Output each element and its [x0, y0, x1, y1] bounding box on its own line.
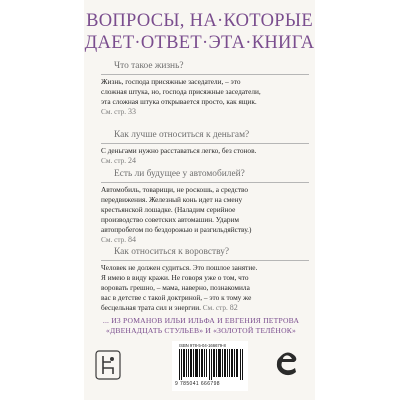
- page-reference-prefix: См. стр.: [101, 156, 127, 165]
- question-heading: Как относиться к воровству?: [101, 246, 309, 261]
- page-reference-number: 84: [127, 235, 136, 244]
- answer-line: вас в детстве с такой доктриной, – это к тому же: [101, 293, 252, 302]
- answer-line: передвижения. Железный конь идет на смену: [101, 195, 243, 204]
- barcode-icon: [179, 349, 243, 380]
- page-reference-number: 33: [127, 107, 136, 116]
- isbn-text: ISBN 978-5-04-166679-8: [179, 343, 226, 348]
- question-heading: Есть ли будущее у автомобилей?: [101, 168, 309, 183]
- eksmo-logo-icon: [274, 348, 300, 380]
- answer-line: [101, 303, 309, 313]
- question-block-4: [101, 246, 309, 313]
- question-block-2: [101, 129, 309, 166]
- chair-icon: [95, 350, 121, 380]
- answer-line: Автомобиль, товарищи, не роскошь, а средство: [101, 185, 249, 194]
- page-reference: [101, 235, 309, 245]
- page-reference-prefix: См. стр.: [101, 235, 127, 244]
- barcode-digits: 9 785041 666798: [175, 381, 220, 387]
- question-heading: Как лучше относиться к деньгам?: [101, 129, 309, 144]
- book-back-cover: [84, 0, 315, 400]
- answer-line: сложная штука, но, господа присяжные заседатели,: [101, 87, 261, 96]
- answer-line: С деньгами нужно расставаться легко, без стонов.: [101, 146, 257, 155]
- page-reference-prefix: См. стр.: [202, 303, 228, 312]
- source-note-line-2: «ДВЕНАДЦАТЬ СТУЛЬЕВ» И «ЗОЛОТОЙ ТЕЛЁНОК»: [105, 326, 297, 335]
- barcode-panel: [172, 341, 248, 391]
- answer-line: крестьянской лошадке. (Наладим серийное: [101, 205, 236, 214]
- answer-line: Жизнь, господа присяжные заседатели, – это: [101, 77, 241, 86]
- question-block-3: [101, 168, 309, 245]
- answer-line: автопробегом по бездорожью и разгильдяйству.): [101, 225, 252, 234]
- source-note: [92, 316, 310, 336]
- answer-line: Человек не должен судиться. Это пошлое занятие.: [101, 263, 258, 272]
- source-note-line-1: ... ИЗ РОМАНОВ ИЛЬИ ИЛЬФА И ЕВГЕНИЯ ПЕТРОВА: [102, 316, 300, 325]
- question-heading: Что такое жизнь?: [101, 60, 309, 75]
- cover-title-line-2: ДАЕТ·ОТВЕТ·ЭТА·КНИГА: [84, 33, 315, 53]
- answer-line: эта сложная штука открывается просто, как ящик.: [101, 97, 257, 106]
- answer-line-text: бесцельная трата сил и энергии.: [101, 303, 201, 312]
- answer-line: воровать грешно, – мама, наверно, познакомила: [101, 283, 250, 292]
- page-reference: [101, 156, 309, 166]
- cover-title-line-1: ВОПРОСЫ, НА·КОТОРЫЕ: [86, 11, 313, 31]
- page-reference: [203, 303, 238, 312]
- answer-line: производство советских автомашин. Ударим: [101, 215, 240, 224]
- page-reference-number: 24: [127, 156, 136, 165]
- question-block-1: [101, 60, 309, 117]
- page-reference-number: 82: [229, 303, 238, 312]
- answer-line: Я имею в виду кражи. Не говоря уже о том, что: [101, 273, 249, 282]
- page-reference: [101, 107, 309, 117]
- page-reference-prefix: См. стр.: [101, 107, 127, 116]
